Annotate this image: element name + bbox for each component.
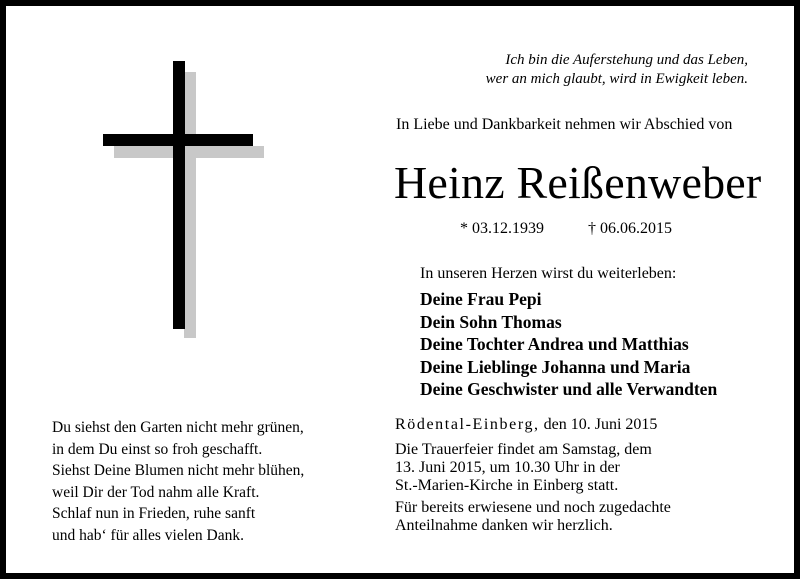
funeral-line: St.-Marien-Kirche in Einberg statt. (395, 477, 619, 494)
death-date: † 06.06.2015 (588, 220, 672, 237)
poem-line: Siehst Deine Blumen nicht mehr blühen, (52, 462, 305, 480)
funeral-line: Die Trauerfeier findet am Samstag, dem (395, 441, 652, 458)
poem-line: weil Dir der Tod nahm alle Kraft. (52, 483, 260, 501)
family-member: Deine Lieblinge Johanna und Maria (420, 356, 691, 377)
funeral-info (395, 441, 652, 495)
notice-date: den 10. Juni 2015 (543, 416, 658, 433)
thanks-line: Für bereits erwiesene und noch zugedachte (395, 499, 671, 516)
family-list (420, 288, 717, 401)
family-member: Dein Sohn Thomas (420, 311, 562, 332)
poem-line: und hab‘ für alles vielen Dank. (52, 526, 244, 544)
thanks-line: Anteilnahme danken wir herzlich. (395, 517, 613, 534)
remembrance-line: In unseren Herzen wirst du weiterleben: (420, 265, 677, 282)
quote-line: Ich bin die Auferstehung und das Leben, (505, 52, 748, 68)
deceased-name: Heinz Reißenweber (394, 157, 762, 208)
funeral-line: 13. Juni 2015, um 10.30 Uhr in der (395, 459, 620, 476)
memorial-poem (52, 417, 304, 547)
cross-icon (6, 6, 306, 346)
farewell-intro: In Liebe und Dankbarkeit nehmen wir Abschied von (396, 116, 733, 133)
family-member: Deine Frau Pepi (420, 289, 542, 309)
poem-line: in dem Du einst so froh geschafft. (52, 440, 263, 458)
poem-line: Du siehst den Garten nicht mehr grünen, (52, 419, 304, 436)
thanks-note (395, 499, 671, 535)
family-member: Deine Geschwister und alle Verwandten (420, 379, 718, 399)
birth-date: * 03.12.1939 (460, 220, 544, 237)
place-and-date (395, 416, 657, 434)
quote-line: wer an mich glaubt, wird in Ewigkeit leben. (485, 71, 748, 87)
family-member: Deine Tochter Andrea und Matthias (420, 334, 689, 354)
poem-line: Schlaf nun in Frieden, ruhe sanft (52, 505, 256, 523)
place-town: Rödental-Einberg, (395, 416, 540, 433)
bible-quote (486, 51, 748, 89)
